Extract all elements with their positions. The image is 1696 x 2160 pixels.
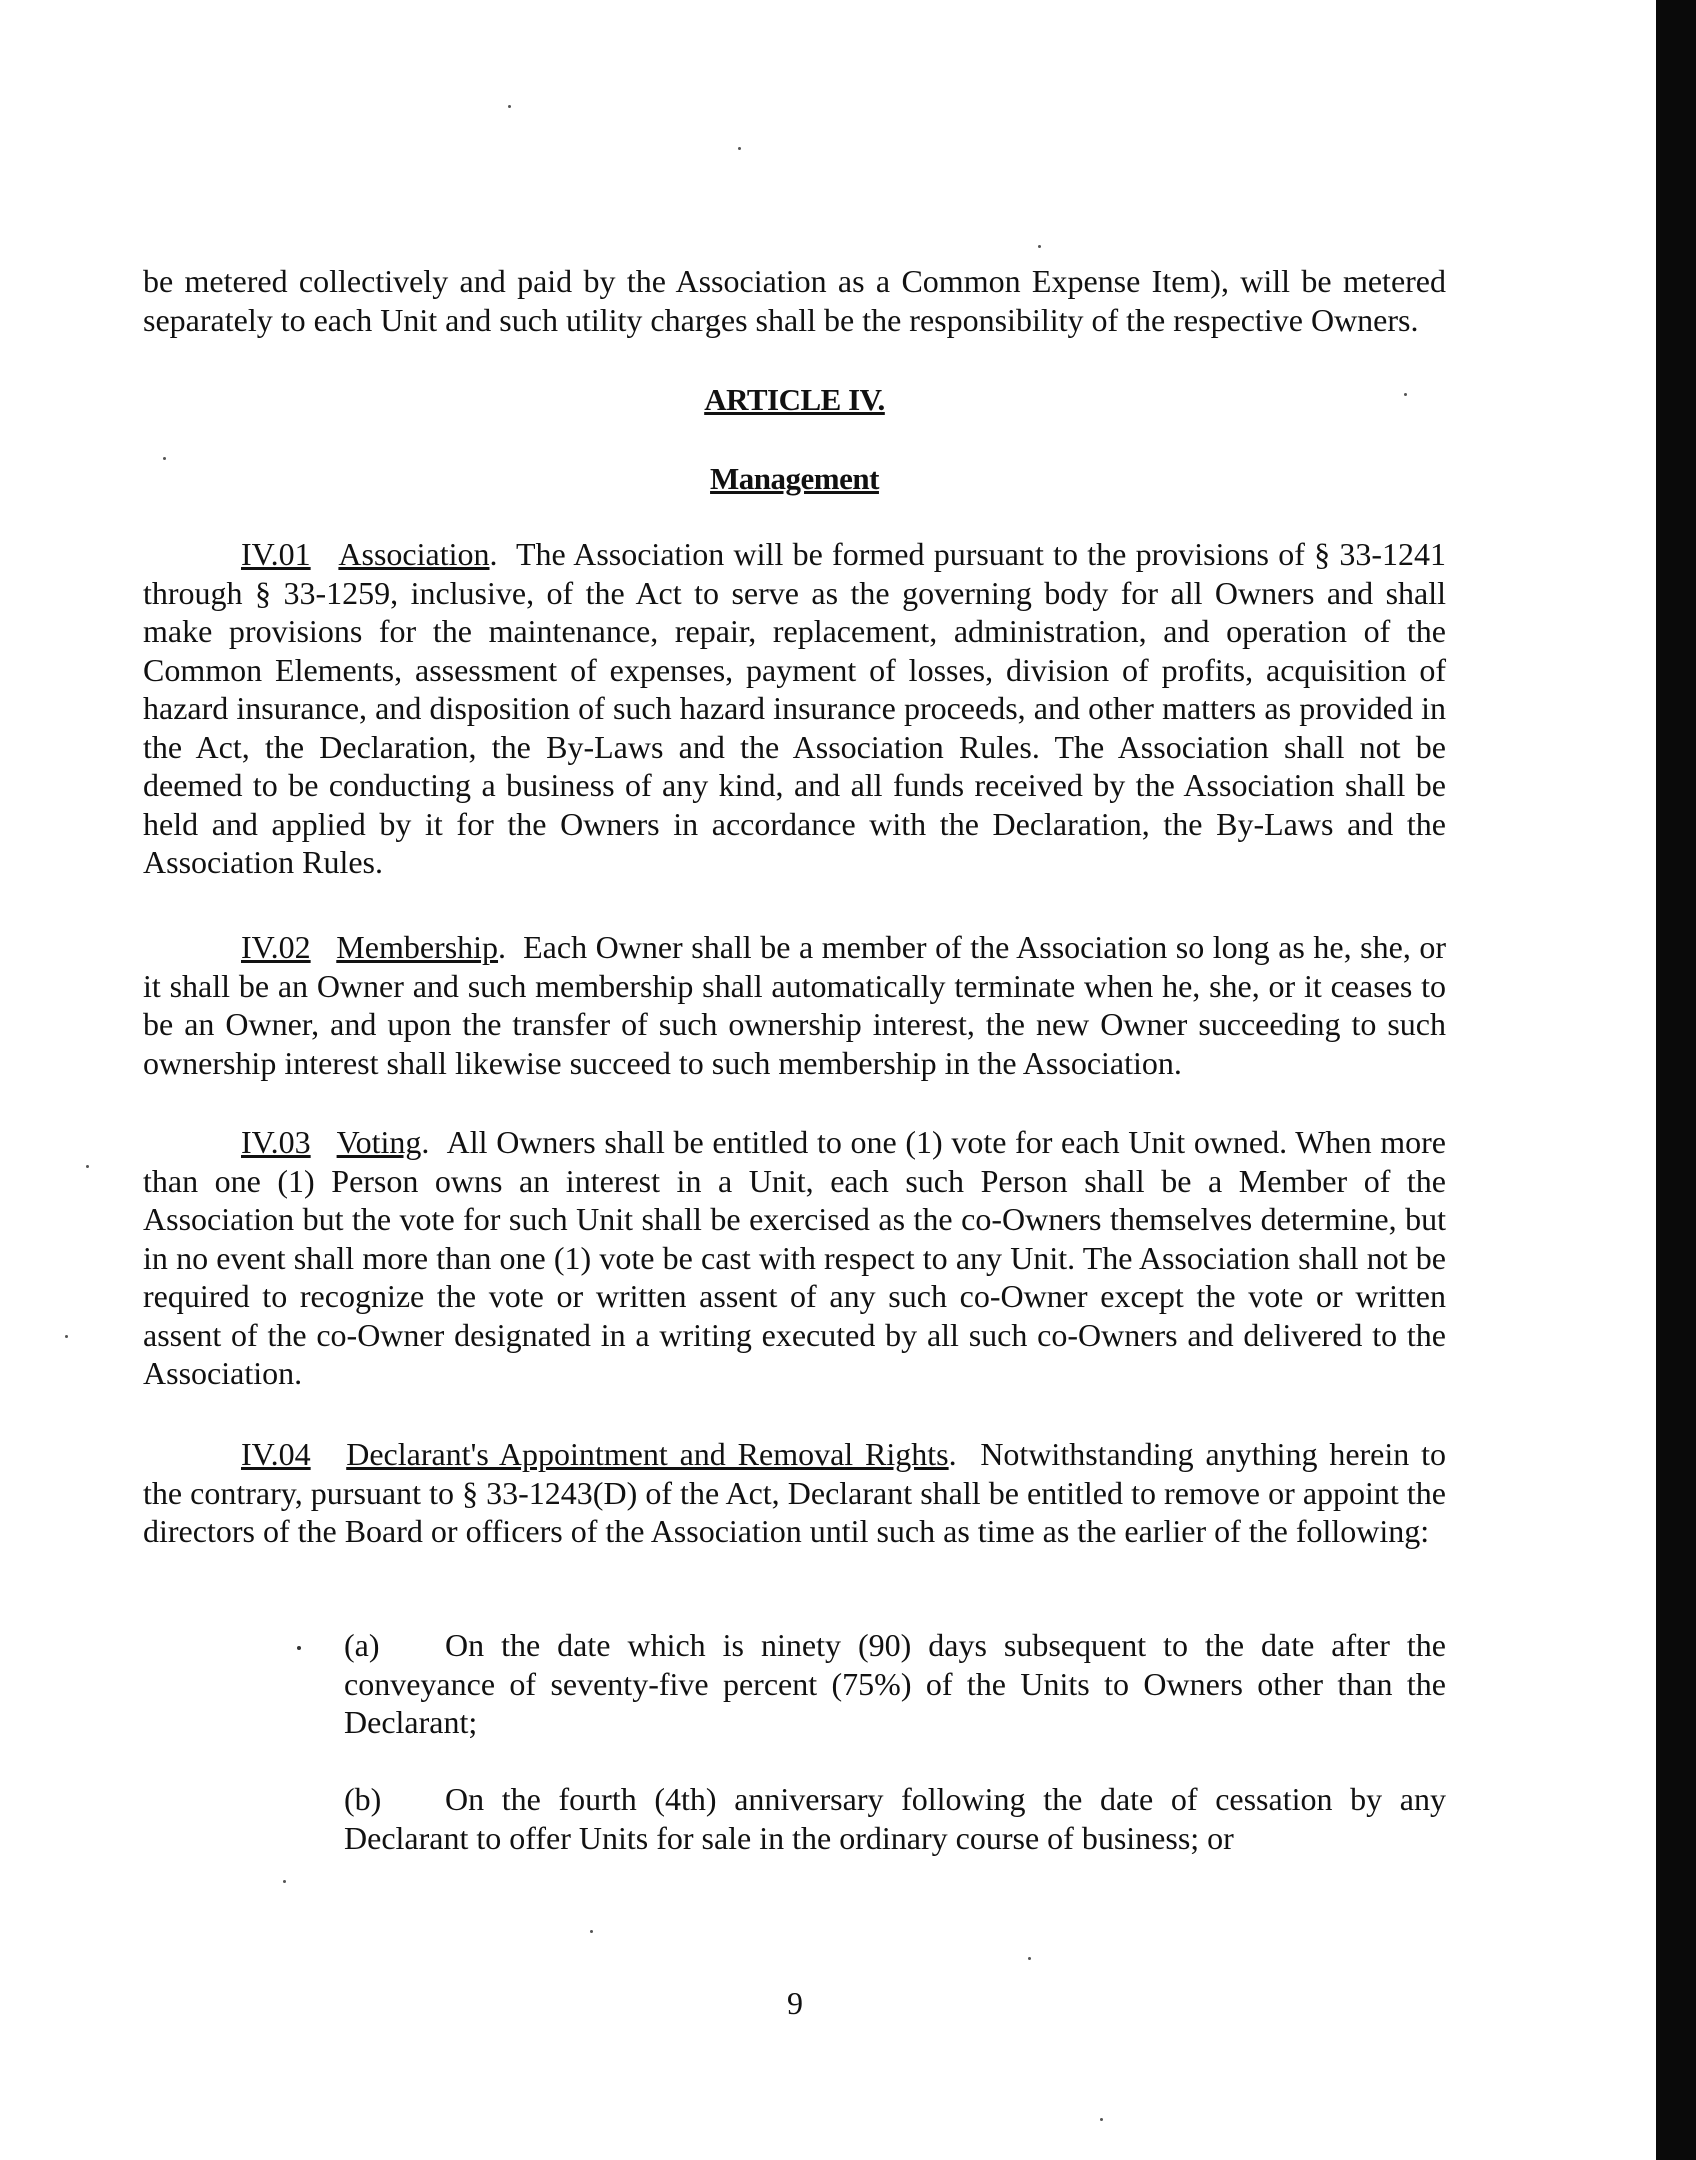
scan-speck [65, 1335, 68, 1338]
section-body: Notwithstanding anything herein to the contrary, pursuant to § 33-1243(D) of the Act, Declarant shall be entitled to remove or appoint the directors of the Board or officers of the Association until such as time as the earlier of the following: [143, 1436, 1447, 1549]
section-number: IV.01 [241, 536, 311, 572]
scan-speck [738, 147, 741, 150]
subitem-body: On the date which is ninety (90) days subsequent to the date after the conveyance of seventy-five percent (75%) of the Units to Owners other than the Declarant; [344, 1627, 1446, 1740]
subitem-body: On the fourth (4th) anniversary following the date of cessation by any Declarant to offer Units for sale in the ordinary course of business; or [344, 1781, 1446, 1856]
subitem-b [344, 1780, 1446, 1857]
section-number: IV.03 [241, 1124, 311, 1160]
article-heading: ARTICLE IV. [704, 382, 885, 417]
scan-speck [283, 1880, 286, 1883]
continuation-paragraph [143, 262, 1446, 339]
section-number: IV.02 [241, 929, 311, 965]
subitem-label: (b) [344, 1781, 382, 1817]
section-body: All Owners shall be entitled to one (1) vote for each Unit owned. When more than one (1) Person owns an interest in a Unit, each such Person shall be a Member of the Association but the vote for such Unit shall be exercised as the co-Owners themselves determine, but in no event shall more than one (1) vote be cast with respect to any Unit. The Association shall not be required to recognize the vote or written assent of any such co-Owner except the vote or written assent of the co-Owner designated in a writing executed by all such co-Owners and delivered to the Association. [143, 1124, 1447, 1391]
scan-speck [163, 457, 166, 460]
section-title: Declarant's Appointment and Removal Rights [346, 1436, 949, 1472]
section-title: Membership [336, 929, 499, 965]
scan-speck [1028, 1957, 1031, 1960]
continuation-text: be metered collectively and paid by the Association as a Common Expense Item), will be metered separately to each Unit and such utility charges shall be the responsibility of the respective Owners. [143, 263, 1446, 338]
page-number: 9 [787, 1985, 803, 2021]
scan-edge-shadow [1656, 0, 1696, 2160]
section-title: Association [338, 536, 490, 572]
section-title: Voting [336, 1124, 422, 1160]
section-iv02: IV.02 Membership. Each Owner shall be a member of the Association so long as he, she, or it shall be an Owner and such membership shall automatically terminate when he, she, or it ceases to be an Owner, and upon the transfer of such ownership interest, the new Owner succeeding to such ownership interest shall likewise succeed to such membership in the Association. [143, 929, 1447, 1081]
scan-speck [508, 105, 511, 108]
scan-speck [1100, 2118, 1103, 2121]
section-body: Each Owner shall be a member of the Association so long as he, she, or it shall be an Owner and such membership shall automatically terminate when he, she, or it ceases to be an Owner, and upon the transfer of such ownership interest, the new Owner succeeding to such ownership interest shall likewise succeed to such membership in the Association. [143, 929, 1447, 1081]
section-body: The Association will be formed pursuant to the provisions of § 33-1241 through § 33-1259, inclusive, of the Act to serve as the governing body for all Owners and shall make provisions for the maintenance, repair, replacement, administration, and operation of the Common Elements, assessment of expenses, payment of losses, division of profits, acquisition of hazard insurance, and disposition of such hazard insurance proceeds, and other matters as provided in the Act, the Declaration, the By-Laws and the Association Rules. The Association shall not be deemed to be conducting a business of any kind, and all funds received by the Association shall be held and applied by it for the Owners in accordance with the Declaration, the By-Laws and the Association Rules. [143, 536, 1447, 880]
scan-bullet-dot [297, 1646, 301, 1650]
section-iv03: IV.03 Voting. All Owners shall be entitled to one (1) vote for each Unit owned. When more than one (1) Person owns an interest in a Unit, each such Person shall be a Member of the Association but the vote for such Unit shall be exercised as the co-Owners themselves determine, but in no event shall more than one (1) vote be cast with respect to any Unit. The Association shall not be required to recognize the vote or written assent of any such co-Owner except the vote or written assent of the co-Owner designated in a writing executed by all such co-Owners and delivered to the Association. [143, 1124, 1447, 1391]
scan-speck [590, 1930, 593, 1933]
scan-speck [1038, 245, 1041, 248]
section-number: IV.04 [241, 1436, 311, 1472]
subitem-label: (a) [344, 1627, 380, 1663]
scan-speck [86, 1165, 89, 1168]
section-iv04: IV.04 Declarant's Appointment and Removal Rights. Notwithstanding anything herein to the contrary, pursuant to § 33-1243(D) of the Act, Declarant shall be entitled to remove or appoint the directors of the Board or officers of the Association until such as time as the earlier of the following: [143, 1436, 1447, 1549]
subitem-a [344, 1626, 1446, 1742]
article-subheading: Management [710, 461, 879, 496]
section-iv01: IV.01 Association. The Association will be formed pursuant to the provisions of § 33-1241 through § 33-1259, inclusive, of the Act to serve as the governing body for all Owners and shall make provisions for the maintenance, repair, replacement, administration, and operation of the Common Elements, assessment of expenses, payment of losses, division of profits, acquisition of hazard insurance, and disposition of such hazard insurance proceeds, and other matters as provided in the Act, the Declaration, the By-Laws and the Association Rules. The Association shall not be deemed to be conducting a business of any kind, and all funds received by the Association shall be held and applied by it for the Owners in accordance with the Declaration, the By-Laws and the Association Rules. [143, 536, 1447, 880]
